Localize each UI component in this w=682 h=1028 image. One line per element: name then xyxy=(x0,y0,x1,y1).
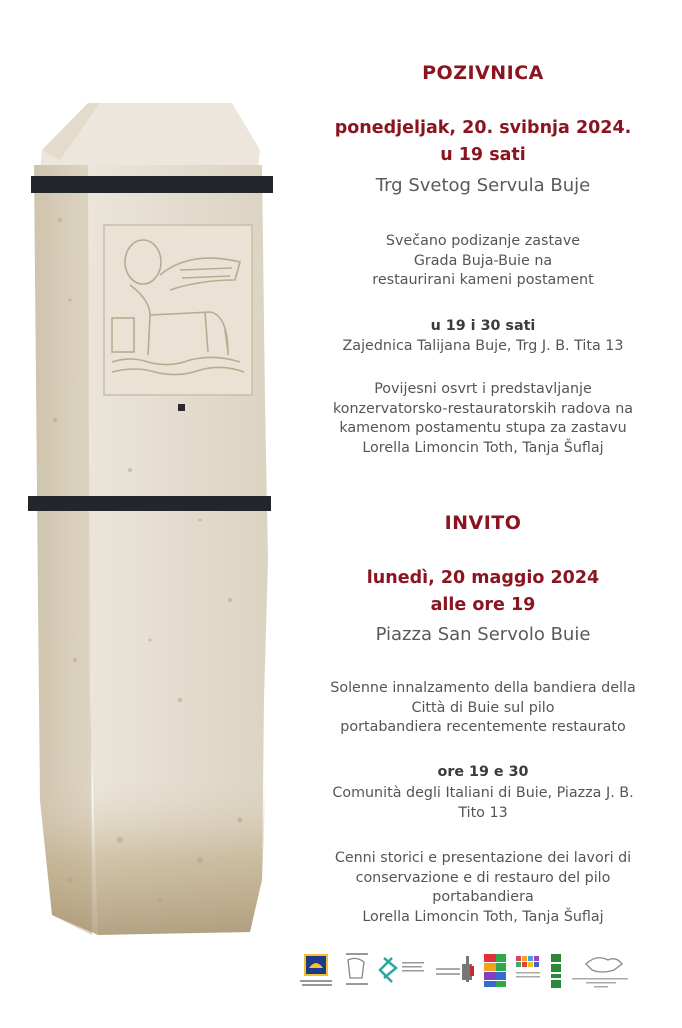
croatian-date: ponedjeljak, 20. svibnja 2024. xyxy=(334,118,632,138)
croatian-event1 xyxy=(288,232,678,291)
croatian-event1-line: Grada Buja-Buie na xyxy=(413,252,553,269)
italian-time2: ore 19 e 30 xyxy=(437,764,529,780)
colorful-blocks-logo xyxy=(484,954,506,987)
sponsor-logos xyxy=(296,950,682,995)
italian-event2-line: conservazione e di restauro del pilo xyxy=(355,869,611,886)
comunita-italiani-logo xyxy=(572,958,628,988)
italian-event2-line: portabandiera xyxy=(432,889,534,905)
italian-date: lunedì, 20 maggio 2024 xyxy=(366,568,600,588)
pou-buje-logo xyxy=(516,956,540,978)
istarska-zupanija-logo xyxy=(346,953,368,985)
italian-event2-line: Lorella Limoncin Toth, Tanja Šuflaj xyxy=(362,908,604,925)
italian-event2-line: Cenni storici e presentazione dei lavori di xyxy=(334,850,632,866)
croatian-event2-line: konzervatorsko-restauratorskih radova na xyxy=(332,400,634,417)
italian-event2 xyxy=(288,849,678,927)
croatian-time2: u 19 i 30 sati xyxy=(430,318,536,334)
croatian-event1-line: restaurirani kameni postament xyxy=(372,272,594,288)
croatian-place: Trg Svetog Servula Buje xyxy=(375,175,591,196)
croatian-event2-line: Lorella Limoncin Toth, Tanja Šuflaj xyxy=(362,439,604,456)
italian-event1 xyxy=(288,679,678,738)
croatian-event2-line: Povijesni osvrt i predstavljanje xyxy=(374,381,592,397)
pillar-illustration xyxy=(0,0,290,1024)
buie-logo xyxy=(551,954,561,988)
croatian-event2-line: kamenom postamentu stupa za zastavu xyxy=(339,420,627,436)
ministarstvo-logo xyxy=(380,958,424,982)
italian-place2-line: Tito 13 xyxy=(458,804,508,821)
stone-pillar-image xyxy=(0,0,290,1024)
italian-place2-line: Comunità degli Italiani di Buie, Piazza J. B. xyxy=(332,785,634,801)
croatian-title: POZIVNICA xyxy=(422,62,544,84)
croatian-event2 xyxy=(288,380,678,458)
grad-buje-logo xyxy=(436,956,474,982)
italian-event1-line: portabandiera recentemente restaurato xyxy=(340,719,626,735)
croatian-time: u 19 sati xyxy=(440,145,526,165)
croatian-event1-line: Svečano podizanje zastave xyxy=(385,233,581,249)
italian-time: alle ore 19 xyxy=(430,595,536,615)
italian-place2 xyxy=(288,784,678,823)
italian-event1-line: Solenne innalzamento della bandiera della xyxy=(330,680,636,696)
italian-event1-line: Città di Buie sul pilo xyxy=(411,699,555,716)
regione-veneto-logo xyxy=(300,954,332,986)
croatian-place2: Zajednica Talijana Buje, Trg J. B. Tita 13 xyxy=(342,338,624,354)
italian-place: Piazza San Servolo Buie xyxy=(375,624,591,645)
italian-title: INVITO xyxy=(444,512,522,534)
